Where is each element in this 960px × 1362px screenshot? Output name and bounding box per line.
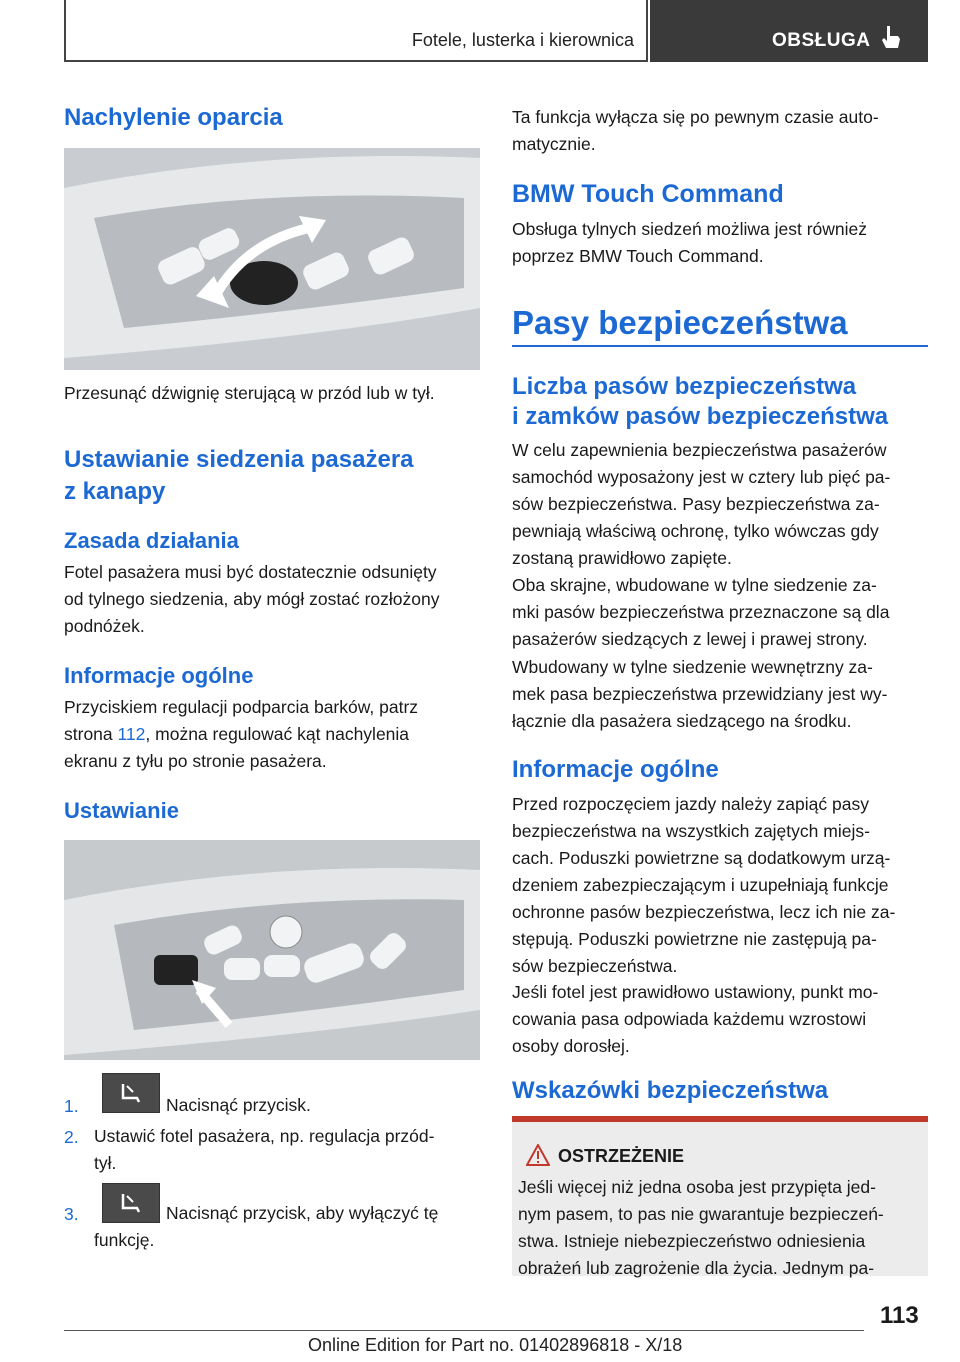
step-text: funkcję.	[94, 1230, 155, 1250]
step-line: tył.	[94, 1153, 117, 1173]
text-line: cach. Poduszki powietrzne są dodatkowym urzą-	[512, 848, 891, 868]
text-line: Wbudowany w tylne siedzenie wewnętrzny za-	[512, 657, 873, 677]
text-line: stwa. Istnieje niebezpieczeństwo odniesienia	[518, 1231, 866, 1251]
heading-rule	[512, 345, 928, 347]
warning-title: OSTRZEŻENIE	[558, 1146, 685, 1166]
text-line: pewniają właściwą ochronę, tylko wówczas gdy	[512, 521, 879, 541]
step-line: Ustawić fotel pasażera, np. regulacja przód-	[94, 1126, 435, 1146]
warning-text	[518, 1174, 884, 1282]
general-paragraph-1	[512, 791, 895, 980]
chapter-badge	[650, 0, 928, 62]
continuation-text	[512, 104, 879, 158]
heading-belt-count	[512, 372, 888, 432]
text-line: Ta funkcja wyłącza się po pewnym czasie auto-	[512, 107, 879, 127]
text-line: poprzez BMW Touch Command.	[512, 246, 764, 266]
principle-line: podnóżek.	[64, 616, 145, 636]
step-number: 2.	[64, 1127, 79, 1147]
heading-setting: Ustawianie	[64, 798, 179, 823]
belt-count-paragraph-1	[512, 437, 890, 572]
heading-recline: Nachylenie oparcia	[64, 104, 283, 131]
text-line: sów bezpieczeństwa. Pasy bezpieczeństwa za-	[512, 494, 880, 514]
principle-line: Fotel pasażera musi być dostatecznie odsunięty	[64, 562, 437, 582]
heading-touch-command: BMW Touch Command	[512, 180, 784, 208]
page-number: 113	[880, 1302, 919, 1329]
seat-function-button-icon	[102, 1073, 160, 1113]
step-number: 3.	[64, 1204, 79, 1224]
step-text	[94, 1123, 434, 1177]
page-link-112[interactable]: 112	[117, 724, 146, 744]
section-title: Fotele, lusterka i kierownica	[411, 30, 634, 50]
text-line: Obsługa tylnych siedzeń możliwa jest również	[512, 219, 868, 239]
general-line: Przyciskiem regulacji podparcia barków, patrz	[64, 697, 419, 717]
text-line: zostaną prawidłowo zapięte.	[512, 548, 732, 568]
belt-count-paragraph-3	[512, 654, 887, 735]
heading-passenger-seat-l1: Ustawianie siedzenia pasażera	[64, 446, 414, 473]
text-line: osoby dorosłej.	[512, 1036, 630, 1056]
text-line: nym pasem, to pas nie gwarantuje bezpieczeń-	[518, 1204, 884, 1224]
general-paragraph-2	[512, 979, 878, 1060]
text-line: dzeniem zabezpieczającym i uzupełniają funkcje	[512, 875, 889, 895]
text-line: Przed rozpoczęciem jazdy należy zapiąć pasy	[512, 794, 869, 814]
warning-box	[512, 1116, 928, 1276]
text-line: ochronne pasów bezpieczeństwa, lecz ich nie za-	[512, 902, 896, 922]
principle-text	[64, 559, 440, 640]
text-line: Jeśli fotel jest prawidłowo ustawiony, punkt mo-	[512, 982, 879, 1002]
text-line: obrażeń lub zagrożenie dla życia. Jednym pa-	[518, 1258, 875, 1278]
text-line: Oba skrajne, wbudowane w tylne siedzenie za-	[512, 575, 877, 595]
heading-general-right: Informacje ogólne	[512, 756, 719, 783]
seat-function-button-icon	[102, 1183, 160, 1223]
touch-command-text	[512, 216, 867, 270]
caption-recline: Przesunąć dźwignię sterującą w przód lub w tył.	[64, 383, 435, 403]
heading-passenger-seat-l2: z kanapy	[64, 478, 166, 505]
heading-line: Liczba pasów bezpieczeństwa	[512, 373, 857, 400]
heading-seat-belts: Pasy bezpieczeństwa	[512, 304, 848, 341]
text-line: W celu zapewnienia bezpieczeństwa pasażerów	[512, 440, 887, 460]
seat-recline-image	[64, 148, 480, 370]
hand-pointer-icon	[880, 24, 902, 50]
step-number: 1.	[64, 1096, 79, 1116]
belt-count-paragraph-2	[512, 572, 889, 653]
text-line: łącznie dla pasażera siedzącego na środku.	[512, 711, 852, 731]
text-line: sów bezpieczeństwa.	[512, 956, 678, 976]
text-line: bezpieczeństwa na wszystkich zajętych miejs-	[512, 821, 870, 841]
text-line: cowania pasa odpowiada każdemu wzrostowi	[512, 1009, 867, 1029]
text-line: Jeśli więcej niż jedna osoba jest przypięta jed-	[518, 1177, 876, 1197]
footer-edition: Online Edition for Part no. 01402896818 - X/18	[308, 1335, 683, 1355]
text-line: stępują. Poduszki powietrzne nie zastępują pa-	[512, 929, 877, 949]
warning-triangle-icon	[526, 1144, 550, 1166]
general-line: strona	[64, 724, 118, 744]
heading-principle: Zasada działania	[64, 528, 239, 553]
heading-general-left: Informacje ogólne	[64, 663, 254, 688]
text-line: mki pasów bezpieczeństwa przeznaczone są dla	[512, 602, 890, 622]
step-text: Nacisnąć przycisk, aby wyłączyć tę	[166, 1203, 439, 1223]
header-section-box	[64, 0, 648, 62]
footer-rule	[64, 1330, 864, 1331]
text-line: matycznie.	[512, 134, 596, 154]
heading-safety-notes: Wskazówki bezpieczeństwa	[512, 1077, 829, 1104]
heading-passenger-seat	[64, 444, 414, 508]
text-line: samochód wyposażony jest w cztery lub pięć pa-	[512, 467, 891, 487]
general-text-left	[64, 694, 418, 775]
chapter-label: OBSŁUGA	[772, 30, 871, 51]
principle-line: od tylnego siedzenia, aby mógł zostać rozłożony	[64, 589, 440, 609]
warning-bar	[512, 1116, 928, 1122]
step-text: Nacisnąć przycisk.	[166, 1095, 311, 1115]
seat-controls-image	[64, 840, 480, 1060]
general-line: , można regulować kąt nachylenia	[145, 724, 410, 744]
heading-line: i zamków pasów bezpieczeństwa	[512, 403, 889, 430]
text-line: pasażerów siedzących z lewej i prawej strony.	[512, 629, 868, 649]
general-line: ekranu z tyłu po stronie pasażera.	[64, 751, 327, 771]
text-line: mek pasa bezpieczeństwa przewidziany jest wy-	[512, 684, 888, 704]
